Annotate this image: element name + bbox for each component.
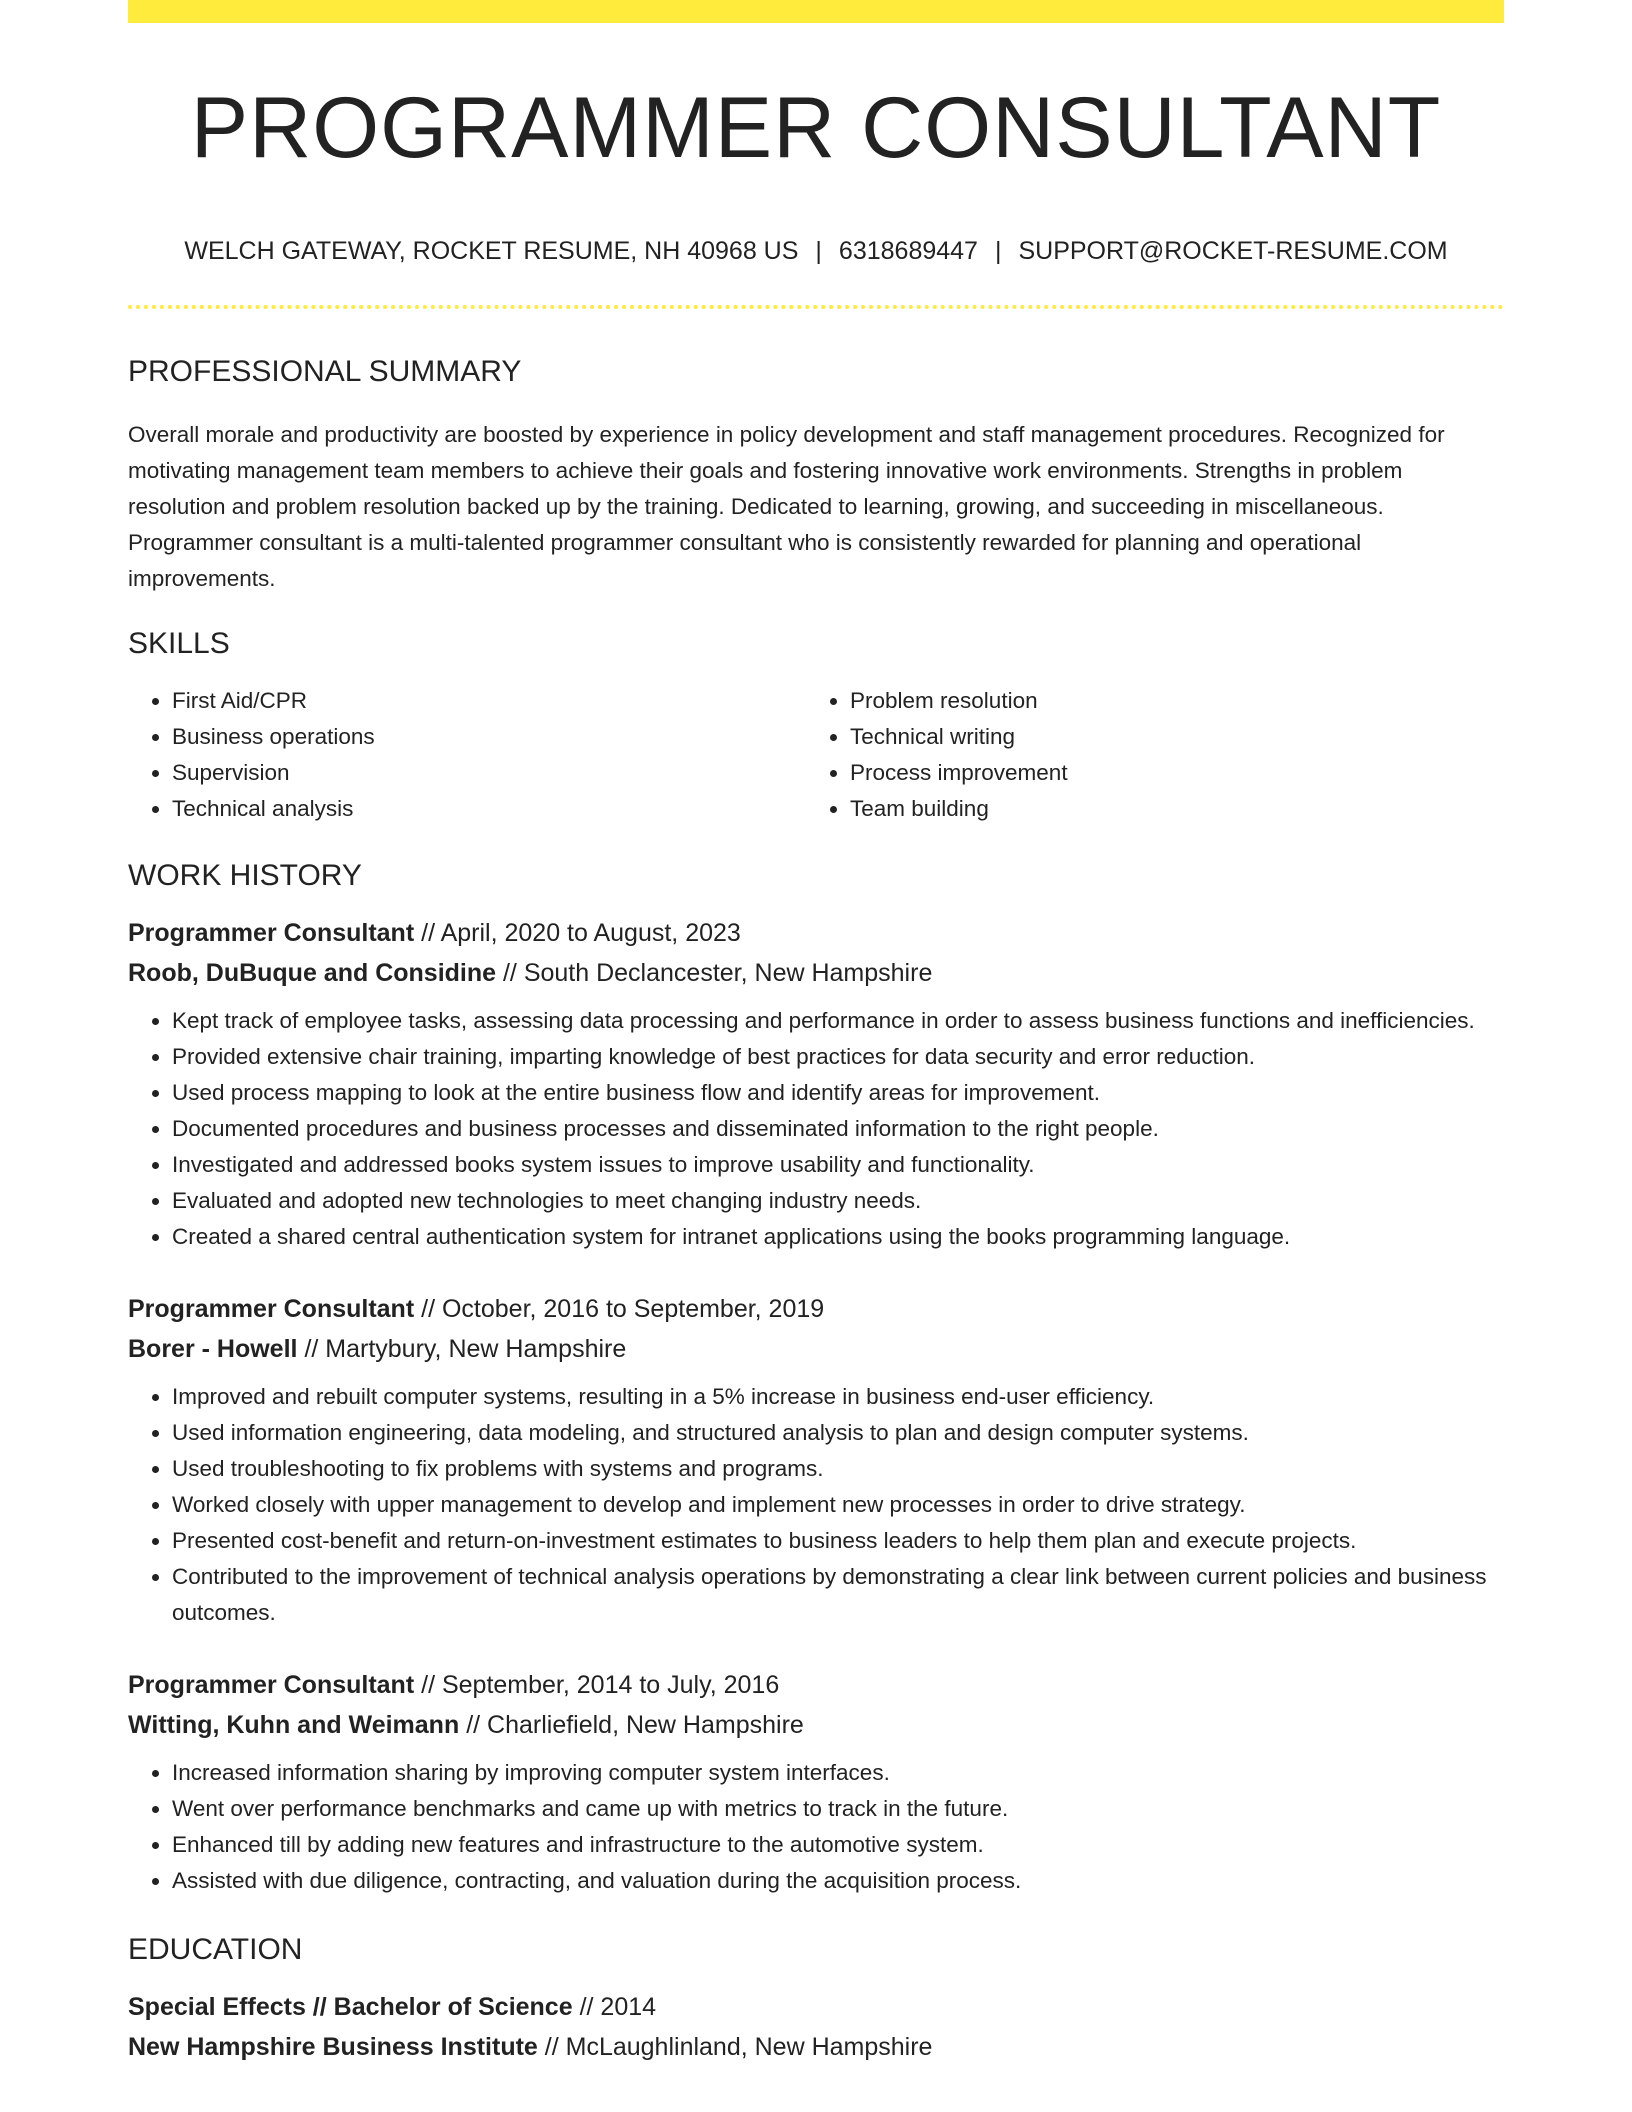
job-bullet: • Used information engineering, data modeling, and structured analysis to plan and design computer systems. <box>172 1415 1504 1451</box>
job-bullets <box>128 1379 1504 1631</box>
skill-item: • Process improvement <box>850 755 1484 791</box>
job-bullet: • Went over performance benchmarks and came up with metrics to track in the future. <box>172 1791 1504 1827</box>
job-role: Programmer Consultant <box>128 1671 415 1699</box>
job-bullet: • Contributed to the improvement of technical analysis operations by demonstrating a clear link between current policies and business outcomes. <box>172 1559 1504 1631</box>
job-entry <box>128 1289 1504 1631</box>
job-dates: // April, 2020 to August, 2023 <box>421 919 741 947</box>
skills-list <box>128 683 1504 827</box>
education-heading: EDUCATION <box>128 1933 303 1966</box>
skill-item: • Technical writing <box>850 719 1484 755</box>
job-role: Programmer Consultant <box>128 919 415 947</box>
work-history-heading: WORK HISTORY <box>128 859 362 892</box>
job-title-line <box>128 1665 1504 1705</box>
contact-separator: | <box>815 237 822 265</box>
job-location: // Charliefield, New Hampshire <box>466 1711 804 1739</box>
skill-item: • Problem resolution <box>850 683 1484 719</box>
job-bullet: • Presented cost-benefit and return-on-investment estimates to business leaders to help them plan and execute projects. <box>172 1523 1504 1559</box>
contact-address: WELCH GATEWAY, ROCKET RESUME, NH 40968 US <box>184 237 799 265</box>
summary-heading: PROFESSIONAL SUMMARY <box>128 355 522 388</box>
summary-text: Overall morale and productivity are boosted by experience in policy development and staff management procedures. Recognized for motivating management team members to achieve their goals and fostering innovative work environments. Strengths in problem resolution and problem resolution backed up by the training. Dedicated to learning, growing, and succeeding in miscellaneous. Programmer consultant is a multi-talented programmer consultant who is consistently rewarded for planning and operational improvements. <box>128 422 1445 591</box>
job-bullet: • Provided extensive chair training, imparting knowledge of best practices for data security and error reduction. <box>172 1039 1504 1075</box>
skills-heading: SKILLS <box>128 627 230 660</box>
header-divider <box>128 305 1504 309</box>
job-entry <box>128 1665 1504 1899</box>
education-school: New Hampshire Business Institute <box>128 2033 538 2061</box>
job-bullet: • Increased information sharing by improving computer system interfaces. <box>172 1755 1504 1791</box>
job-bullet: • Assisted with due diligence, contracting, and valuation during the acquisition process. <box>172 1863 1504 1899</box>
job-company-line <box>128 953 1504 993</box>
job-location: // Martybury, New Hampshire <box>304 1335 627 1363</box>
skill-item: • Team building <box>850 791 1484 827</box>
top-accent-bar <box>128 0 1504 23</box>
education-entry <box>128 1987 1504 2067</box>
education-location: // McLaughlinland, New Hampshire <box>544 2033 933 2061</box>
job-bullet: • Documented procedures and business processes and disseminated information to the right people. <box>172 1111 1504 1147</box>
skill-item: • Supervision <box>172 755 806 791</box>
job-company: Witting, Kuhn and Weimann <box>128 1711 460 1739</box>
job-dates: // September, 2014 to July, 2016 <box>421 1671 780 1699</box>
job-bullet: • Worked closely with upper management to develop and implement new processes in order to drive strategy. <box>172 1487 1504 1523</box>
job-company-line <box>128 1705 1504 1745</box>
job-entry <box>128 913 1504 1255</box>
job-bullet: • Investigated and addressed books system issues to improve usability and functionality. <box>172 1147 1504 1183</box>
job-dates: // October, 2016 to September, 2019 <box>421 1295 825 1323</box>
job-company-line <box>128 1329 1504 1369</box>
education-year: // 2014 <box>579 1993 657 2021</box>
contact-line <box>128 239 1504 264</box>
job-title-line <box>128 913 1504 953</box>
skills-column-right <box>806 683 1484 827</box>
education-degree-line <box>128 1987 1504 2027</box>
skill-item: • Technical analysis <box>172 791 806 827</box>
job-bullet: • Improved and rebuilt computer systems, resulting in a 5% increase in business end-user efficiency. <box>172 1379 1504 1415</box>
job-company: Roob, DuBuque and Considine <box>128 959 497 987</box>
page-title: PROGRAMMER CONSULTANT <box>190 80 1442 176</box>
resume-page <box>128 0 1504 2067</box>
education-degree: Special Effects // Bachelor of Science <box>128 1993 573 2021</box>
job-bullet: • Kept track of employee tasks, assessing data processing and performance in order to assess business functions and inefficiencies. <box>172 1003 1504 1039</box>
job-location: // South Declancester, New Hampshire <box>502 959 933 987</box>
job-bullet: • Enhanced till by adding new features and infrastructure to the automotive system. <box>172 1827 1504 1863</box>
job-bullet: • Created a shared central authentication system for intranet applications using the books programming language. <box>172 1219 1504 1255</box>
contact-phone: 6318689447 <box>838 237 978 265</box>
job-role: Programmer Consultant <box>128 1295 415 1323</box>
job-company: Borer - Howell <box>128 1335 298 1363</box>
job-bullet: • Used troubleshooting to fix problems with systems and programs. <box>172 1451 1504 1487</box>
job-bullets <box>128 1003 1504 1255</box>
skill-item: • First Aid/CPR <box>172 683 806 719</box>
contact-email: SUPPORT@ROCKET-RESUME.COM <box>1018 237 1448 265</box>
job-bullet: • Used process mapping to look at the entire business flow and identify areas for improvement. <box>172 1075 1504 1111</box>
contact-separator: | <box>994 237 1002 265</box>
education-school-line <box>128 2027 1504 2067</box>
skill-item: • Business operations <box>172 719 806 755</box>
job-bullets <box>128 1755 1504 1899</box>
job-title-line <box>128 1289 1504 1329</box>
skills-column-left <box>128 683 806 827</box>
job-bullet: • Evaluated and adopted new technologies to meet changing industry needs. <box>172 1183 1504 1219</box>
